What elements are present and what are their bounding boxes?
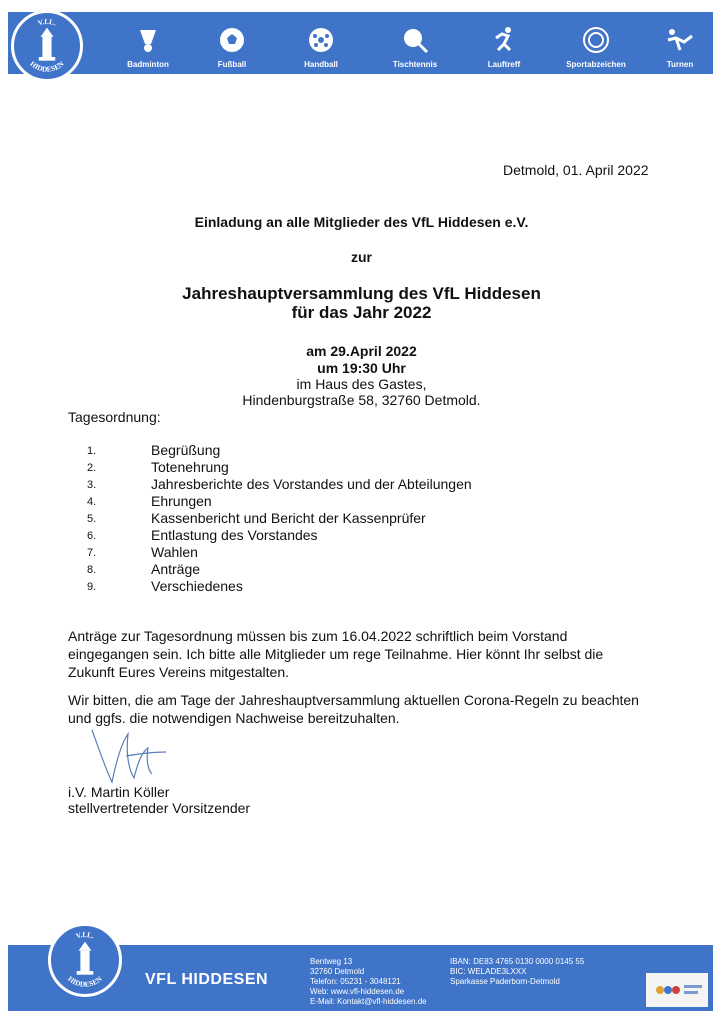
event-venue: im Haus des Gastes, <box>296 376 427 392</box>
agenda-number: 7. <box>87 547 97 559</box>
footer-street: Bentweg 13 <box>310 957 353 966</box>
agenda-number: 1. <box>87 445 97 457</box>
nav-label: Lauftreff <box>487 60 521 69</box>
agenda-text: Jahresberichte des Vorstandes und der Abteilungen <box>151 476 472 492</box>
nav-label: Tischtennis <box>392 60 438 69</box>
signer-role: stellvertretender Vorsitzender <box>68 800 251 816</box>
agenda-text: Verschiedenes <box>151 578 243 594</box>
logo-text-top: V.f.L. <box>36 16 58 28</box>
agenda-text: Ehrungen <box>151 493 212 509</box>
footer-city: 32760 Detmold <box>310 967 365 976</box>
paragraph-corona-line2: und ggfs. die notwendigen Nachweise bereitzuhalten. <box>68 710 400 726</box>
club-crest-icon <box>51 926 119 994</box>
nav-fussball[interactable] <box>192 12 272 74</box>
table-tennis-icon <box>401 26 429 54</box>
nav-label: Handball <box>304 60 338 69</box>
signer-name: i.V. Martin Köller <box>68 784 170 800</box>
footer-phone[interactable]: Telefon: 05231 - 3048121 <box>310 977 401 986</box>
agenda-text: Entlastung des Vorstandes <box>151 527 318 543</box>
footer-banner <box>8 930 713 1011</box>
soccer-ball-icon <box>218 26 246 54</box>
invitation-line: Einladung an alle Mitglieder des VfL Hiddesen e.V. <box>194 214 529 230</box>
paragraph-corona-line1: Wir bitten, die am Tage der Jahreshauptversammlung aktuellen Corona-Regeln zu beachten <box>68 692 639 708</box>
club-crest-icon <box>14 13 80 79</box>
agenda-number: 4. <box>87 496 97 508</box>
zur-line: zur <box>351 249 372 265</box>
nav-badminton[interactable] <box>108 12 188 74</box>
nav-label: Badminton <box>127 60 169 69</box>
agenda-number: 3. <box>87 479 97 491</box>
agenda-number: 9. <box>87 581 97 593</box>
nav-label: Fußball <box>217 60 247 69</box>
gymnast-icon <box>666 26 694 54</box>
event-address: Hindenburgstraße 58, 32760 Detmold. <box>242 392 481 408</box>
footer-iban: IBAN: DE83 4765 0130 0000 0145 55 <box>450 957 585 966</box>
agenda-number: 5. <box>87 513 97 525</box>
club-logo[interactable] <box>11 10 83 82</box>
meeting-title: Jahreshauptversammlung des VfL Hiddesen <box>182 284 541 303</box>
footer-bank: Sparkasse Paderborn-Detmold <box>450 977 560 986</box>
footer-club-logo[interactable] <box>48 923 122 997</box>
sponsor-logo-icon <box>646 973 708 1007</box>
agenda-text: Totenehrung <box>151 459 229 475</box>
svg-text:V.f.L. <box>37 17 58 28</box>
nav-sportabzeichen[interactable] <box>556 12 636 74</box>
svg-text:HIDDESEN <box>28 59 66 74</box>
nav-label: Sportabzeichen <box>566 60 626 69</box>
paragraph-deadline-line2: eingegangen sein. Ich bitte alle Mitglieder um rege Teilnahme. Hier könnt Ihr selbst die <box>68 646 604 662</box>
agenda-number: 8. <box>87 564 97 576</box>
event-date: am 29.April 2022 <box>306 343 417 359</box>
header-banner <box>8 12 713 74</box>
agenda-number: 2. <box>87 462 97 474</box>
footer-logo-text-bottom: HIDDESEN <box>66 974 104 989</box>
shuttlecock-icon <box>134 26 162 54</box>
agenda-text: Begrüßung <box>151 442 221 458</box>
nav-lauftreff[interactable] <box>464 12 544 74</box>
agenda-text: Kassenbericht und Bericht der Kassenprüfer <box>151 510 426 526</box>
agenda-text: Anträge <box>151 561 201 577</box>
paragraph-deadline-line3: Zukunft Eures Vereins mitgestalten. <box>68 664 289 680</box>
letter-date: Detmold, 01. April 2022 <box>503 162 649 178</box>
nav-tischtennis[interactable] <box>375 12 455 74</box>
agenda-number: 6. <box>87 530 97 542</box>
svg-text:HIDDESEN <box>66 974 104 989</box>
agenda-heading: Tagesordnung: <box>68 409 161 425</box>
svg-text:V.f.L. <box>75 930 96 941</box>
handball-icon <box>307 26 335 54</box>
paragraph-deadline-line1: Anträge zur Tagesordnung müssen bis zum 16.04.2022 schriftlich beim Vorstand <box>68 628 568 644</box>
footer-bic: BIC: WELADE3LXXX <box>450 967 527 976</box>
footer-web-link[interactable]: Web: www.vfl-hiddesen.de <box>310 987 405 996</box>
agenda-text: Wahlen <box>151 544 198 560</box>
badge-icon <box>582 26 610 54</box>
runner-icon <box>490 26 518 54</box>
sponsor-badge <box>646 973 708 1007</box>
handwritten-signature <box>82 722 182 792</box>
nav-label: Turnen <box>666 60 694 69</box>
footer-email-link[interactable]: E-Mail: Kontakt@vfl-hiddesen.de <box>310 997 427 1006</box>
nav-handball[interactable] <box>281 12 361 74</box>
event-time: um 19:30 Uhr <box>317 360 406 376</box>
nav-turnen[interactable] <box>650 12 710 74</box>
logo-text-bottom: HIDDESEN <box>28 59 66 74</box>
footer-club-name: VFL HIDDESEN <box>145 971 269 988</box>
footer-logo-text-top: V.f.L. <box>74 930 96 941</box>
meeting-year: für das Jahr 2022 <box>291 303 432 322</box>
